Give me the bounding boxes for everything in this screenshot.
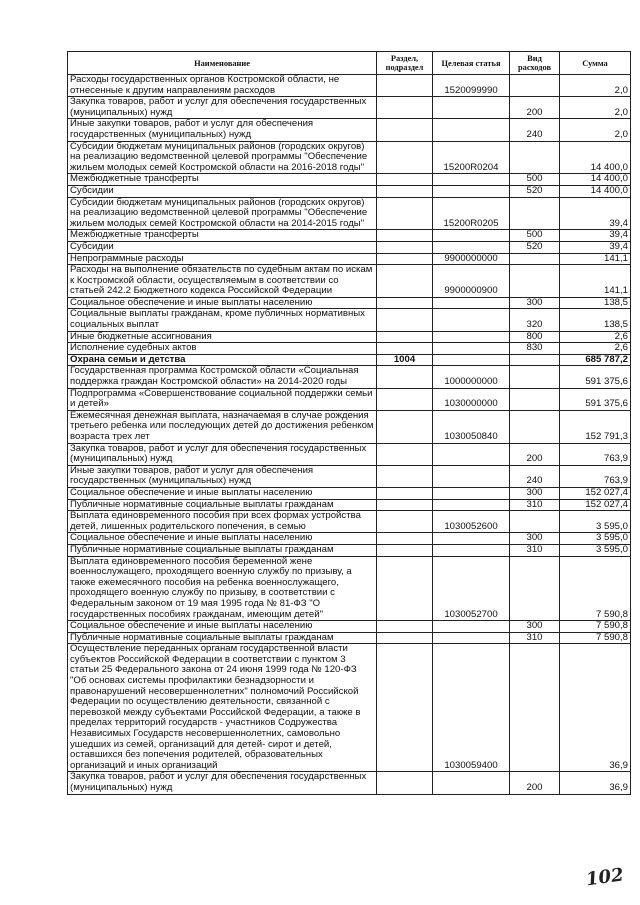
cell-target: [433, 632, 510, 644]
cell-sum: 138,5: [560, 297, 631, 309]
cell-target: 1030050840: [433, 410, 510, 443]
cell-section: [377, 309, 433, 331]
cell-target: 1030052600: [433, 511, 510, 533]
cell-sum: 591 375,6: [560, 366, 631, 388]
cell-target: [433, 241, 510, 253]
table-row: [68, 197, 631, 230]
table-row: [68, 309, 631, 331]
cell-kind: [510, 141, 560, 174]
cell-kind: 310: [510, 544, 560, 556]
cell-name: Расходы на выполнение обязательств по судебным актам по искам к Костромской области, осуществляемым в соответствии со статьей 242.2 Бюджетного кодекса Российской Федерации: [68, 265, 377, 298]
table-row: [68, 487, 631, 499]
cell-name: Непрограммные расходы: [68, 253, 377, 265]
table-row: [68, 343, 631, 355]
cell-target: [433, 230, 510, 242]
cell-target: 1030059400: [433, 644, 510, 772]
cell-target: [433, 465, 510, 487]
cell-sum: 14 400,0: [560, 141, 631, 174]
handwritten-page-number: 102: [584, 864, 625, 891]
cell-section: [377, 644, 433, 772]
cell-section: [377, 265, 433, 298]
table-row: [68, 544, 631, 556]
header-section: Раздел, подраздел: [377, 52, 433, 75]
cell-name: Социальные выплаты гражданам, кроме публичных нормативных социальных выплат: [68, 309, 377, 331]
cell-kind: 800: [510, 331, 560, 343]
cell-section: [377, 174, 433, 186]
cell-name: Иные закупки товаров, работ и услуг для обеспечения государственных (муниципальных) нужд: [68, 119, 377, 141]
cell-sum: 39,4: [560, 197, 631, 230]
cell-sum: 39,4: [560, 230, 631, 242]
cell-section: [377, 119, 433, 141]
table-row: [68, 97, 631, 119]
cell-section: [377, 253, 433, 265]
cell-sum: 763,9: [560, 443, 631, 465]
cell-name: Закупка товаров, работ и услуг для обеспечения государственных (муниципальных) нужд: [68, 97, 377, 119]
table-row: [68, 331, 631, 343]
table-row: [68, 297, 631, 309]
table-row: [68, 533, 631, 545]
cell-kind: 240: [510, 119, 560, 141]
table-row: [68, 253, 631, 265]
cell-kind: 300: [510, 297, 560, 309]
cell-target: [433, 443, 510, 465]
table-row: [68, 644, 631, 772]
cell-kind: [510, 511, 560, 533]
table-row: [68, 230, 631, 242]
cell-name: Публичные нормативные социальные выплаты гражданам: [68, 544, 377, 556]
cell-name: Социальное обеспечение и иные выплаты населению: [68, 621, 377, 633]
table-row: [68, 265, 631, 298]
header-target: Целевая статья: [433, 52, 510, 75]
cell-sum: 591 375,6: [560, 388, 631, 410]
cell-sum: 138,5: [560, 309, 631, 331]
cell-sum: 141,1: [560, 253, 631, 265]
cell-section: [377, 388, 433, 410]
cell-target: 1000000000: [433, 366, 510, 388]
cell-target: 1030052700: [433, 556, 510, 621]
cell-name: Субсидии бюджетам муниципальных районов (городских округов) на реализацию ведомственной целевой программы "Обеспечение жильем молодых семей Костромской области на 2014-2015 годы": [68, 197, 377, 230]
table-row: [68, 556, 631, 621]
cell-section: [377, 544, 433, 556]
cell-name: Субсидии: [68, 241, 377, 253]
table-row: [68, 632, 631, 644]
cell-sum: 685 787,2: [560, 354, 631, 366]
cell-kind: [510, 265, 560, 298]
cell-section: [377, 297, 433, 309]
cell-target: [433, 343, 510, 355]
cell-target: [433, 544, 510, 556]
header-name: Наименование: [68, 52, 377, 75]
cell-target: [433, 772, 510, 794]
cell-name: Иные закупки товаров, работ и услуг для обеспечения государственных (муниципальных) нужд: [68, 465, 377, 487]
table-row: [68, 119, 631, 141]
table-row: [68, 499, 631, 511]
table-row: [68, 443, 631, 465]
cell-section: [377, 366, 433, 388]
cell-target: 1030000000: [433, 388, 510, 410]
cell-section: [377, 556, 433, 621]
cell-name: Расходы государственных органов Костромской области, не отнесенные к другим направлениям расходов: [68, 75, 377, 97]
cell-section: [377, 487, 433, 499]
cell-section: [377, 772, 433, 794]
cell-kind: [510, 197, 560, 230]
table-row: [68, 354, 631, 366]
table-row: [68, 185, 631, 197]
cell-target: [433, 119, 510, 141]
cell-name: Публичные нормативные социальные выплаты гражданам: [68, 632, 377, 644]
cell-sum: 2,6: [560, 343, 631, 355]
cell-sum: 36,9: [560, 772, 631, 794]
cell-name: Иные бюджетные ассигнования: [68, 331, 377, 343]
cell-kind: [510, 556, 560, 621]
cell-sum: 3 595,0: [560, 511, 631, 533]
cell-kind: 500: [510, 230, 560, 242]
cell-kind: [510, 410, 560, 443]
table-row: [68, 772, 631, 794]
budget-table: [67, 51, 631, 795]
cell-name: Выплата единовременного пособия беременной жене военнослужащего, проходящего военную службу по призыву, а также ежемесячного пособия на ребенка военнослужащего, проходящего военную службу по призыву, в соответствии с Федеральным законом от 19 мая 1995 года № 81-ФЗ "О государственных пособиях гражданам, имеющим детей": [68, 556, 377, 621]
cell-kind: [510, 354, 560, 366]
cell-target: [433, 174, 510, 186]
table-row: [68, 621, 631, 633]
cell-sum: 141,1: [560, 265, 631, 298]
cell-section: [377, 230, 433, 242]
cell-target: [433, 354, 510, 366]
cell-section: [377, 533, 433, 545]
cell-sum: 152 027,4: [560, 487, 631, 499]
cell-section: [377, 410, 433, 443]
cell-kind: [510, 366, 560, 388]
cell-target: 15200R0204: [433, 141, 510, 174]
cell-section: [377, 197, 433, 230]
table-row: [68, 174, 631, 186]
table-row: [68, 141, 631, 174]
table-body: [68, 75, 631, 795]
cell-kind: 240: [510, 465, 560, 487]
cell-target: [433, 297, 510, 309]
table-header-row: [68, 52, 631, 75]
cell-section: [377, 241, 433, 253]
cell-name: Публичные нормативные социальные выплаты гражданам: [68, 499, 377, 511]
cell-section: [377, 621, 433, 633]
cell-sum: 7 590,8: [560, 621, 631, 633]
table-row: [68, 410, 631, 443]
cell-sum: 7 590,8: [560, 556, 631, 621]
cell-name: Государственная программа Костромской области «Социальная поддержка граждан Костромской области» на 2014-2020 годы: [68, 366, 377, 388]
cell-target: [433, 533, 510, 545]
header-kind: Вид расходов: [510, 52, 560, 75]
table-row: [68, 241, 631, 253]
cell-target: [433, 499, 510, 511]
cell-sum: 2,0: [560, 97, 631, 119]
cell-target: 9900000000: [433, 253, 510, 265]
cell-sum: 39,4: [560, 241, 631, 253]
cell-name: Выплата единовременного пособия при всех формах устройства детей, лишенных родительского попечения, в семью: [68, 511, 377, 533]
cell-kind: 310: [510, 632, 560, 644]
cell-sum: 7 590,8: [560, 632, 631, 644]
cell-sum: 152 791,3: [560, 410, 631, 443]
table-row: [68, 511, 631, 533]
cell-sum: 2,0: [560, 75, 631, 97]
cell-target: 9900000900: [433, 265, 510, 298]
cell-kind: 830: [510, 343, 560, 355]
cell-kind: 200: [510, 443, 560, 465]
cell-name: Осуществление переданных органам государственной власти субъектов Российской Федерации в соответствии с пунктом 3 статьи 25 Федерального закона от 24 июня 1999 года № 120-ФЗ "Об основах системы профилактики безнадзорности и правонарушений несовершеннолетних" полномочий Российской Федерации по осуществлению деятельности, связанной с перевозкой между субъектами Российской Федерации, а также в пределах территорий государств - участников Содружества Независимых Государств несовершеннолетних, самовольно ушедших из семей, организаций для детей- сирот и детей, оставшихся без попечения родителей, образовательных организаций и иных организаций: [68, 644, 377, 772]
cell-section: [377, 75, 433, 97]
cell-sum: 36,9: [560, 644, 631, 772]
header-sum: Сумма: [560, 52, 631, 75]
cell-kind: [510, 388, 560, 410]
cell-section: [377, 632, 433, 644]
cell-section: [377, 465, 433, 487]
cell-target: [433, 185, 510, 197]
cell-name: Подпрограмма «Совершенствование социальной поддержки семьи и детей»: [68, 388, 377, 410]
cell-kind: 520: [510, 241, 560, 253]
cell-section: [377, 499, 433, 511]
cell-section: [377, 141, 433, 174]
table-row: [68, 465, 631, 487]
cell-name: Социальное обеспечение и иные выплаты населению: [68, 487, 377, 499]
cell-kind: 300: [510, 533, 560, 545]
cell-section: [377, 343, 433, 355]
cell-name: Субсидии: [68, 185, 377, 197]
cell-kind: 310: [510, 499, 560, 511]
cell-kind: [510, 253, 560, 265]
cell-target: 15200R0205: [433, 197, 510, 230]
cell-sum: 14 400,0: [560, 185, 631, 197]
cell-name: Исполнение судебных актов: [68, 343, 377, 355]
cell-name: Закупка товаров, работ и услуг для обеспечения государственных (муниципальных) нужд: [68, 772, 377, 794]
cell-kind: 300: [510, 487, 560, 499]
cell-kind: 500: [510, 174, 560, 186]
cell-kind: 320: [510, 309, 560, 331]
cell-target: [433, 331, 510, 343]
cell-kind: [510, 644, 560, 772]
table-row: [68, 366, 631, 388]
cell-section: [377, 511, 433, 533]
cell-sum: 3 595,0: [560, 544, 631, 556]
cell-section: [377, 331, 433, 343]
cell-name: Социальное обеспечение и иные выплаты населению: [68, 533, 377, 545]
cell-target: [433, 97, 510, 119]
cell-kind: 200: [510, 97, 560, 119]
cell-sum: 152 027,4: [560, 499, 631, 511]
cell-sum: 2,0: [560, 119, 631, 141]
cell-target: [433, 621, 510, 633]
cell-section: [377, 443, 433, 465]
cell-target: [433, 309, 510, 331]
cell-kind: 300: [510, 621, 560, 633]
table-row: [68, 388, 631, 410]
cell-target: [433, 487, 510, 499]
cell-kind: 200: [510, 772, 560, 794]
cell-sum: 2,6: [560, 331, 631, 343]
cell-name: Межбюджетные трансферты: [68, 174, 377, 186]
cell-name: Закупка товаров, работ и услуг для обеспечения государственных (муниципальных) нужд: [68, 443, 377, 465]
cell-sum: 763,9: [560, 465, 631, 487]
cell-name: Ежемесячная денежная выплата, назначаемая в случае рождения третьего ребенка или последующих детей до достижения ребенком возраста трех лет: [68, 410, 377, 443]
cell-kind: 520: [510, 185, 560, 197]
cell-section: [377, 185, 433, 197]
cell-name: Субсидии бюджетам муниципальных районов (городских округов) на реализацию ведомственной целевой программы "Обеспечение жильем молодых семей Костромской области на 2016-2018 годы": [68, 141, 377, 174]
cell-sum: 3 595,0: [560, 533, 631, 545]
cell-name: Межбюджетные трансферты: [68, 230, 377, 242]
cell-name: Социальное обеспечение и иные выплаты населению: [68, 297, 377, 309]
cell-name: Охрана семьи и детства: [68, 354, 377, 366]
table-row: [68, 75, 631, 97]
cell-target: 1520099990: [433, 75, 510, 97]
cell-sum: 14 400,0: [560, 174, 631, 186]
cell-kind: [510, 75, 560, 97]
cell-section: 1004: [377, 354, 433, 366]
cell-section: [377, 97, 433, 119]
